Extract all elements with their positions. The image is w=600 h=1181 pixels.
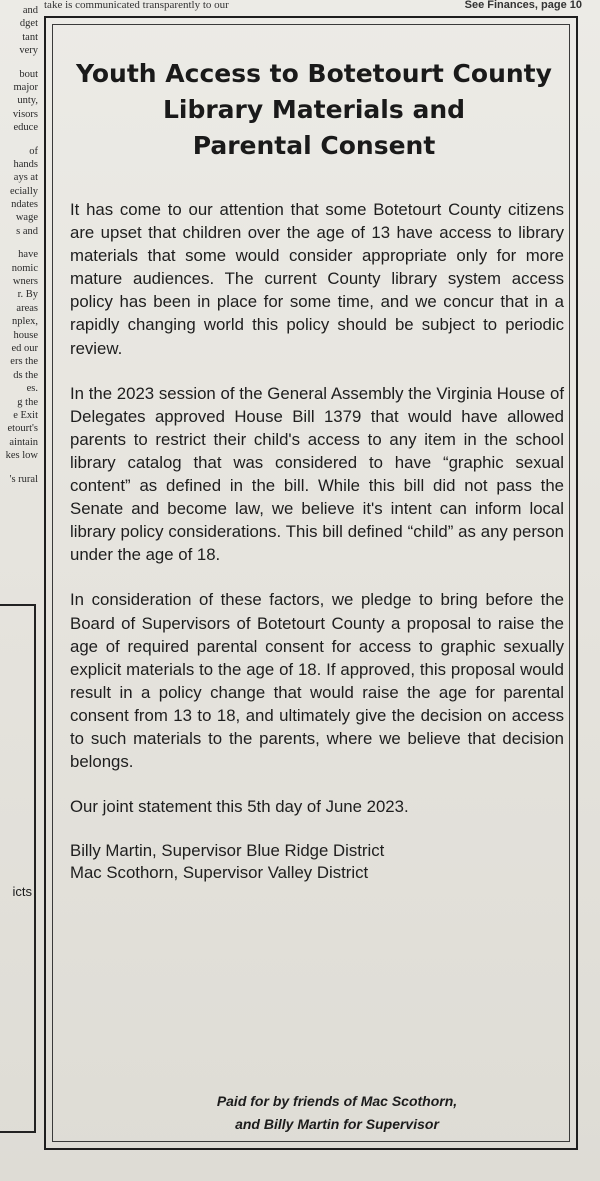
ad-title-line: Youth Access to Botetourt County	[76, 59, 552, 88]
ad-title	[64, 56, 564, 164]
left-col-block-c	[0, 145, 38, 239]
left-col-line: very	[19, 45, 38, 57]
ad-paragraph-3: In consideration of these factors, we pledge to bring before the Board of Supervisors of Botetourt County a proposal to raise the age of required parental consent for access to graphic sexually explicit materials to the age of 18. If approved, this proposal would result in a policy change that would raise the age for parental consent from 13 to 18, and ultimately give the decision on access to such materials to the parents, where we believe that decision belongs.	[70, 590, 564, 772]
left-col-line: hands	[13, 158, 38, 170]
ad-body	[70, 198, 564, 884]
left-col-line: kes low	[5, 450, 38, 462]
ad-paid-for-footer	[70, 1090, 564, 1136]
left-col-line: aintain	[9, 436, 38, 448]
left-col-line: r. By	[17, 289, 38, 301]
ad-date-line: Our joint statement this 5th day of June 2023.	[70, 797, 409, 817]
left-col-line: areas	[16, 302, 38, 314]
left-col-line: unty,	[17, 95, 38, 107]
left-col-line: nplex,	[12, 316, 38, 328]
left-col-line: es.	[26, 383, 38, 395]
ad-paragraph-2: In the 2023 session of the General Assembly the Virginia House of Delegates approved House Bill 1379 that would have allowed parents to restrict their child's access to any item in the school library catalog that was considered to have “graphic sexual content” as defined in the bill. While this bill did not pass the Senate and become law, we believe it's intent can inform local library policy considerations. This bill defined “child” as any person under the age of 18.	[70, 383, 564, 565]
left-col-line: and	[22, 5, 38, 16]
left-col-line: s and	[16, 225, 38, 237]
ad-signature-2: Mac Scothorn, Supervisor Valley District	[70, 863, 369, 883]
left-col-block-e	[0, 473, 38, 486]
left-col-line: ds the	[13, 369, 38, 381]
left-col-line: visors	[12, 108, 38, 120]
left-col-line: of	[29, 145, 38, 157]
left-col-line: nomic	[11, 262, 38, 274]
ad-signature-1: Billy Martin, Supervisor Blue Ridge District	[70, 841, 385, 861]
top-strip-left-text: take is communicated transparently to our	[44, 0, 229, 11]
adjacent-ad-box-text: icts	[12, 884, 32, 899]
left-col-line: house	[13, 329, 38, 341]
left-col-block-d	[0, 248, 38, 462]
left-col-line: tant	[22, 31, 38, 43]
left-col-block-a	[0, 4, 38, 58]
left-col-line: bout	[19, 68, 38, 80]
left-col-line: ndates	[11, 199, 38, 211]
left-col-line: ays at	[13, 172, 38, 184]
left-col-line: have	[18, 249, 38, 261]
ad-paragraph-1: It has come to our attention that some Botetourt County citizens are upset that children over the age of 13 have access to library materials that some would consider appropriate only for more mature audiences. The current County library system access policy has been in place for some time, and we concur that in a rapidly changing world this policy should be subject to periodic review.	[70, 200, 564, 358]
ad-title-line: Parental Consent	[192, 131, 436, 160]
top-strip-right-text: See Finances, page 10	[464, 0, 582, 11]
left-col-line: g the	[17, 396, 38, 408]
left-col-line: ecially	[10, 185, 38, 197]
left-col-line: educe	[13, 122, 38, 134]
adjacent-ad-box	[0, 604, 36, 1133]
left-col-line: etourt's	[7, 423, 38, 435]
ad-footer-line: and Billy Martin for Supervisor	[235, 1116, 439, 1132]
top-strip	[44, 0, 600, 14]
ad-title-line: Library Materials and	[162, 95, 466, 124]
advertisement-box	[44, 16, 578, 1150]
left-col-line: ed our	[11, 342, 38, 354]
left-col-line: major	[13, 81, 38, 93]
left-col-line: wage	[15, 212, 38, 224]
left-col-line: e Exit	[13, 409, 38, 421]
left-col-line: wners	[12, 276, 38, 288]
adjacent-article-column	[0, 4, 38, 486]
left-col-line: dget	[19, 18, 38, 30]
left-col-line: 's rural	[9, 473, 38, 485]
left-col-line: ers the	[10, 356, 38, 368]
ad-footer-line: Paid for by friends of Mac Scothorn,	[216, 1093, 458, 1109]
left-col-block-b	[0, 68, 38, 135]
